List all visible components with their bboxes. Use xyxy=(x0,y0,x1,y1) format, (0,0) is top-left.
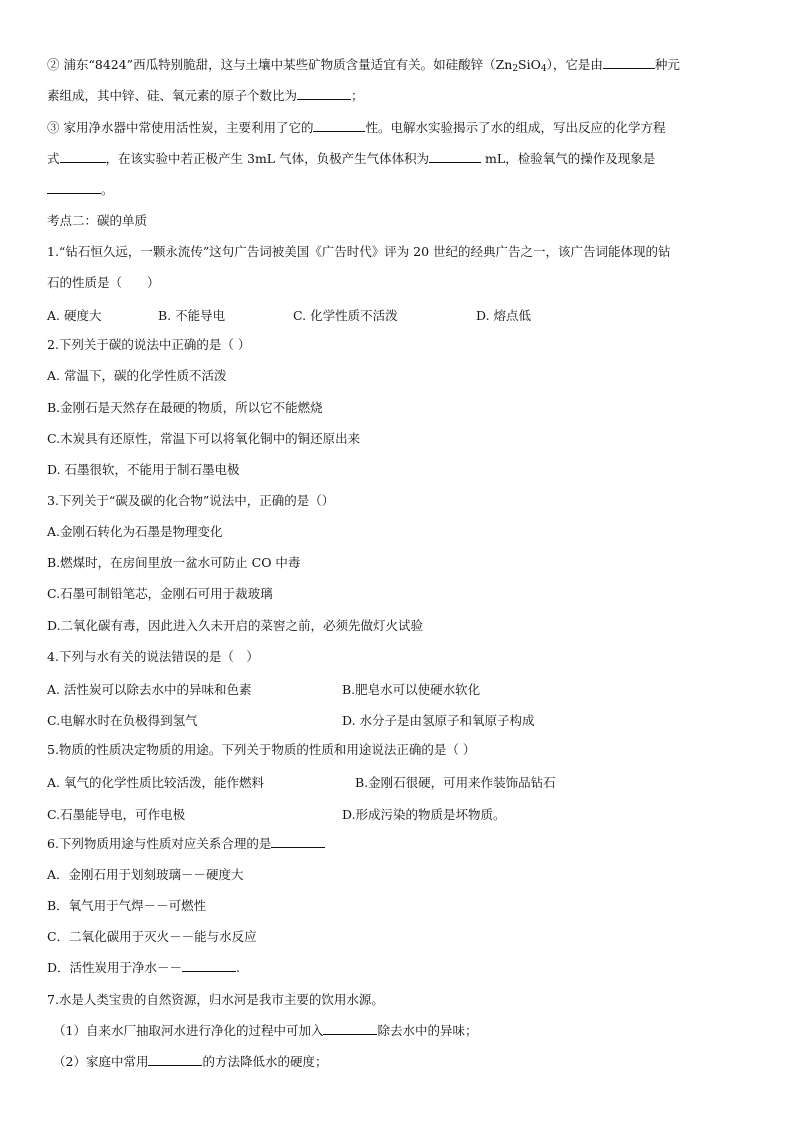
q1-option-c: C. 化学性质不活泼 xyxy=(293,308,398,323)
text: 除去水中的异味； xyxy=(377,1023,478,1038)
answer-blank xyxy=(271,836,325,848)
q7-part-2 xyxy=(53,1054,327,1070)
answer-blank xyxy=(297,88,351,100)
answer-blank xyxy=(313,120,365,132)
q7-part-1 xyxy=(53,1023,477,1039)
text: . xyxy=(236,960,241,975)
text: mL，检验氧气的操作及现象是 xyxy=(481,151,656,166)
answer-blank xyxy=(323,1023,377,1035)
text: ，在该实验中若正极产生 3mL 气体，负极产生气体体积为 xyxy=(105,151,430,166)
question-7-stem: 7.水是人类宝贵的自然资源，归水河是我市主要的饮用水源。 xyxy=(47,992,384,1007)
q4-option-b: B.肥皂水可以使硬水软化 xyxy=(342,682,481,697)
item-3-line1 xyxy=(47,120,666,136)
text: ③ 家用净水器中常使用活性炭，主要利用了它的 xyxy=(47,120,314,135)
question-5-stem: 5.物质的性质决定物质的用途。下列关于物质的性质和用途说法正确的是（ ） xyxy=(47,742,476,757)
answer-blank xyxy=(60,151,106,163)
question-1-stem-cont: 石的性质是（ ） xyxy=(47,275,160,290)
text: 素组成，其中锌、硅、氧元素的原子个数比为 xyxy=(47,88,298,103)
question-2-stem: 2.下列关于碳的说法中正确的是（ ） xyxy=(47,337,251,352)
text: （2）家庭中常用 xyxy=(53,1054,149,1069)
text: ； xyxy=(351,88,364,103)
text: 种元 xyxy=(654,57,680,72)
text: 性。电解水实验揭示了水的组成，写出反应的化学方程 xyxy=(365,120,666,135)
answer-blank xyxy=(182,960,236,972)
q6-option-c: C．二氧化碳用于灭火－－能与水反应 xyxy=(47,929,257,944)
answer-blank xyxy=(47,182,101,194)
q4-option-d: D. 水分子是由氢原子和氧原子构成 xyxy=(342,713,535,728)
answer-blank xyxy=(603,57,655,69)
text: 。 xyxy=(101,182,114,197)
q2-option-a: A. 常温下，碳的化学性质不活泼 xyxy=(47,368,227,383)
q3-option-a: A.金刚石转化为石墨是物理变化 xyxy=(47,524,223,539)
item-3-line2 xyxy=(47,151,655,167)
text: ② 浦东“8424”西瓜特别脆甜，这与土壤中某些矿物质含量适宜有关。如硅酸锌（Zn xyxy=(47,57,513,72)
text: 6.下列物质用途与性质对应关系合理的是 xyxy=(47,836,272,851)
text: D．活性炭用于净水－－ xyxy=(47,960,183,975)
q2-option-b: B.金刚石是天然存在最硬的物质，所以它不能燃烧 xyxy=(47,400,323,415)
answer-blank xyxy=(429,151,481,163)
q1-option-a: A. 硬度大 xyxy=(47,308,102,323)
q5-option-a: A. 氧气的化学性质比较活泼，能作燃料 xyxy=(47,775,264,790)
q4-option-c: C.电解水时在负极得到氢气 xyxy=(47,713,198,728)
q2-option-d: D. 石墨很软，不能用于制石墨电极 xyxy=(47,462,240,477)
text: 式 xyxy=(47,151,60,166)
q5-option-d: D.形成污染的物质是坏物质。 xyxy=(342,807,506,822)
subscript: 2 xyxy=(512,64,519,74)
question-1-stem: 1.“钻石恒久远，一颗永流传”这句广告词被美国《广告时代》评为 20 世纪的经典广告之一，该广告词能体现的钻 xyxy=(47,244,671,259)
question-4-stem: 4.下列与水有关的说法错误的是（ ） xyxy=(47,649,259,664)
q2-option-c: C.木炭具有还原性，常温下可以将氧化铜中的铜还原出来 xyxy=(47,431,361,446)
text: ），它是由 xyxy=(546,57,603,72)
q3-option-b: B.燃煤时，在房间里放一盆水可防止 CO 中毒 xyxy=(47,555,301,570)
subscript: 4 xyxy=(540,64,547,74)
text: （1）自来水厂抽取河水进行净化的过程中可加入 xyxy=(53,1023,324,1038)
q4-option-a: A. 活性炭可以除去水中的异味和色素 xyxy=(47,682,252,697)
q5-option-c: C.石墨能导电，可作电极 xyxy=(47,807,186,822)
q3-option-d: D.二氧化碳有毒，因此进入久未开启的菜窖之前，必须先做灯火试验 xyxy=(47,618,424,633)
question-3-stem: 3.下列关于“碳及碳的化合物”说法中，正确的是（） xyxy=(47,493,335,508)
q6-option-b: B．氧气用于气焊－－可燃性 xyxy=(47,898,207,913)
text: SiO xyxy=(518,57,541,72)
text: 的方法降低水的硬度； xyxy=(202,1054,328,1069)
q5-option-b: B.金刚石很硬，可用来作装饰品钻石 xyxy=(355,775,556,790)
q1-option-d: D. 熔点低 xyxy=(476,308,532,323)
item-3-line3 xyxy=(47,182,114,198)
answer-blank xyxy=(148,1054,202,1066)
q1-option-b: B. 不能导电 xyxy=(158,308,226,323)
q3-option-c: C.石墨可制铅笔芯，金刚石可用于裁玻璃 xyxy=(47,586,273,601)
item-2-line2 xyxy=(47,88,364,104)
q6-option-d xyxy=(47,960,240,976)
section-title: 考点二：碳的单质 xyxy=(47,213,148,228)
question-6-stem xyxy=(47,836,325,852)
item-2-line1 xyxy=(47,57,680,77)
q6-option-a: A．金刚石用于划刻玻璃－－硬度大 xyxy=(47,867,244,882)
